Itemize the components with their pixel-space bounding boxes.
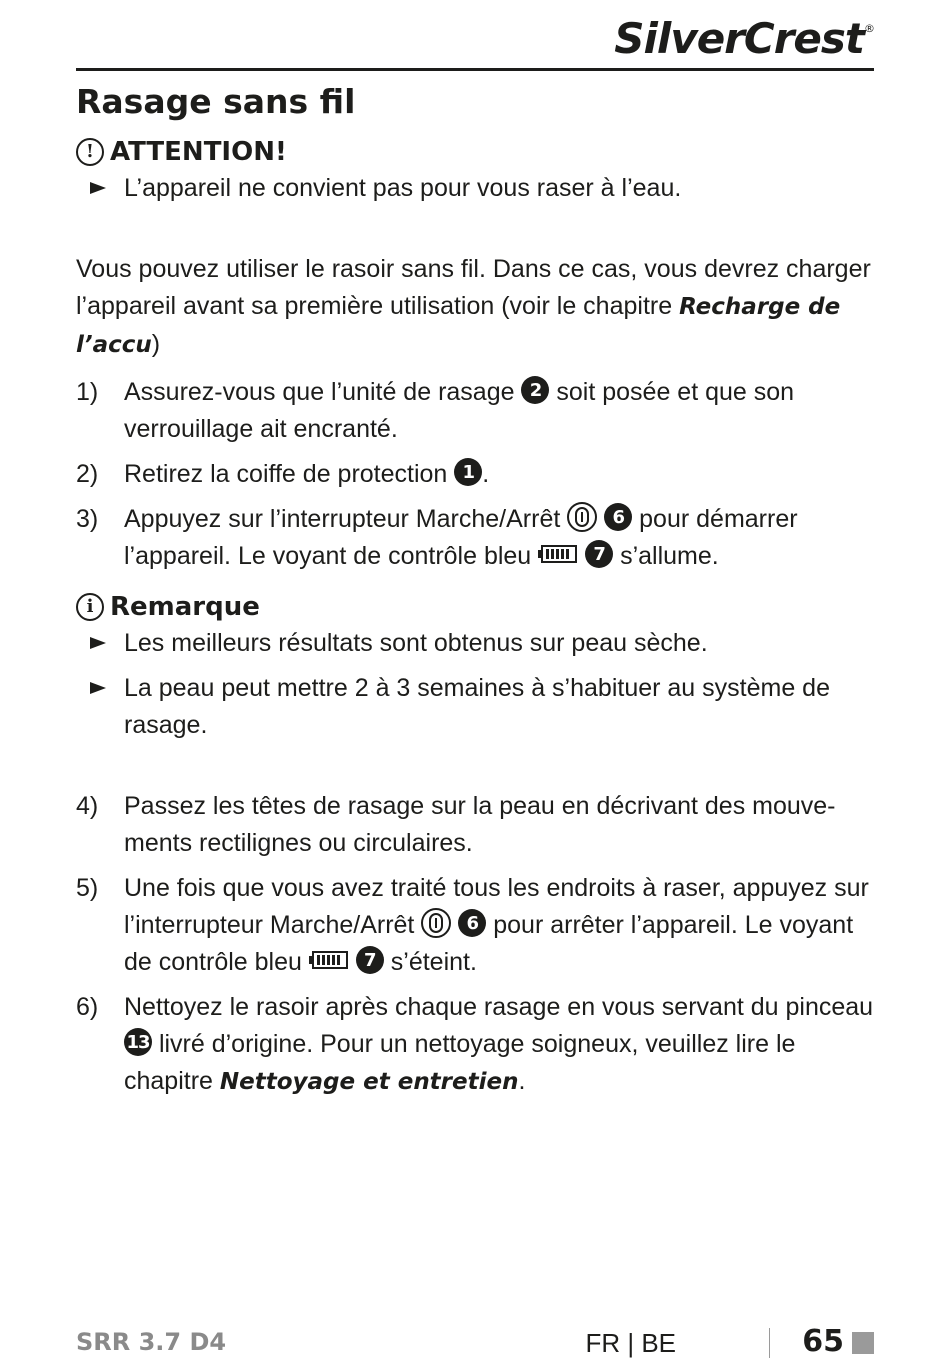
battery-indicator-icon [538, 544, 578, 564]
step-item: 4) Passez les têtes de rasage sur la peau en décrivant des mouve-ments rectilignes ou circulaires. [76, 792, 836, 857]
remark-label: Remarque [110, 592, 260, 622]
step-item: 2) Retirez la coiffe de protection 1 . [76, 460, 490, 488]
brand-logo: SilverCrest® [614, 14, 874, 63]
page-marker-square [852, 1332, 874, 1354]
step-item: 6) Nettoyez le rasoir après chaque rasage en vous servant du pinceau 13 livré d’origine. Pour un nettoyage soigneux, veuillez lire le chapitre Nettoyage et entretien. [76, 993, 874, 1095]
remark-heading [76, 589, 874, 625]
page-content [76, 80, 874, 1101]
exclamation-circle-icon: ! [76, 138, 104, 166]
step-item: 1) Assurez-vous que l’unité de rasage 2 soit posée et que son verrouillage ait encranté. [76, 378, 795, 443]
part-number-badge: 13 [124, 1028, 152, 1056]
part-number-badge: 7 [585, 540, 613, 568]
power-switch-icon [421, 908, 451, 938]
footer-separator [769, 1328, 770, 1358]
step-item: 5) Une fois que vous avez traité tous les endroits à raser, appuyez sur l’interrupteur Marche/Arrêt 6 pour arrêter l’appareil. Le voyant de contrôle bleu 7 s’éteint. [76, 874, 869, 976]
remark-item: La peau peut mettre 2 à 3 semaines à s’habituer au système de rasage. [76, 670, 874, 744]
attention-heading [76, 134, 874, 170]
step-item: 3) Appuyez sur l’interrupteur Marche/Arrêt 6 pour démarrer l’appareil. Le voyant de contrôle bleu 7 s’allume. [76, 501, 874, 575]
language-code: FR | BE [585, 1328, 676, 1358]
model-number: SRR 3.7 D4 [76, 1328, 227, 1356]
part-number-badge: 6 [458, 909, 486, 937]
attention-label: ATTENTION! [110, 137, 287, 167]
remark-item: Les meilleurs résultats sont obtenus sur peau sèche. [76, 625, 874, 662]
bullet-arrow-icon [76, 170, 124, 207]
chapter-reference: Nettoyage et entretien [219, 1069, 519, 1095]
attention-item: L’appareil ne convient pas pour vous raser à l’eau. [76, 170, 874, 207]
page-footer [76, 1322, 874, 1364]
part-number-badge: 1 [454, 458, 482, 486]
part-number-badge: 7 [356, 946, 384, 974]
intro-paragraph: Vous pouvez utiliser le rasoir sans fil. Dans ce cas, vous devrez charger l’appareil avant sa première utilisation (voir le chapitre Recharge de l’accu) [76, 255, 871, 358]
header-rule [76, 68, 874, 71]
power-switch-icon [567, 502, 597, 532]
part-number-badge: 2 [521, 376, 549, 404]
page-title: Rasage sans fil [76, 82, 356, 121]
bullet-arrow-icon [76, 670, 124, 744]
battery-indicator-icon [309, 950, 349, 970]
bullet-arrow-icon [76, 625, 124, 662]
info-circle-icon: i [76, 593, 104, 621]
page-number: 65 [802, 1324, 844, 1359]
chapter-reference: Recharge de l’accu [76, 294, 841, 358]
part-number-badge: 6 [604, 503, 632, 531]
